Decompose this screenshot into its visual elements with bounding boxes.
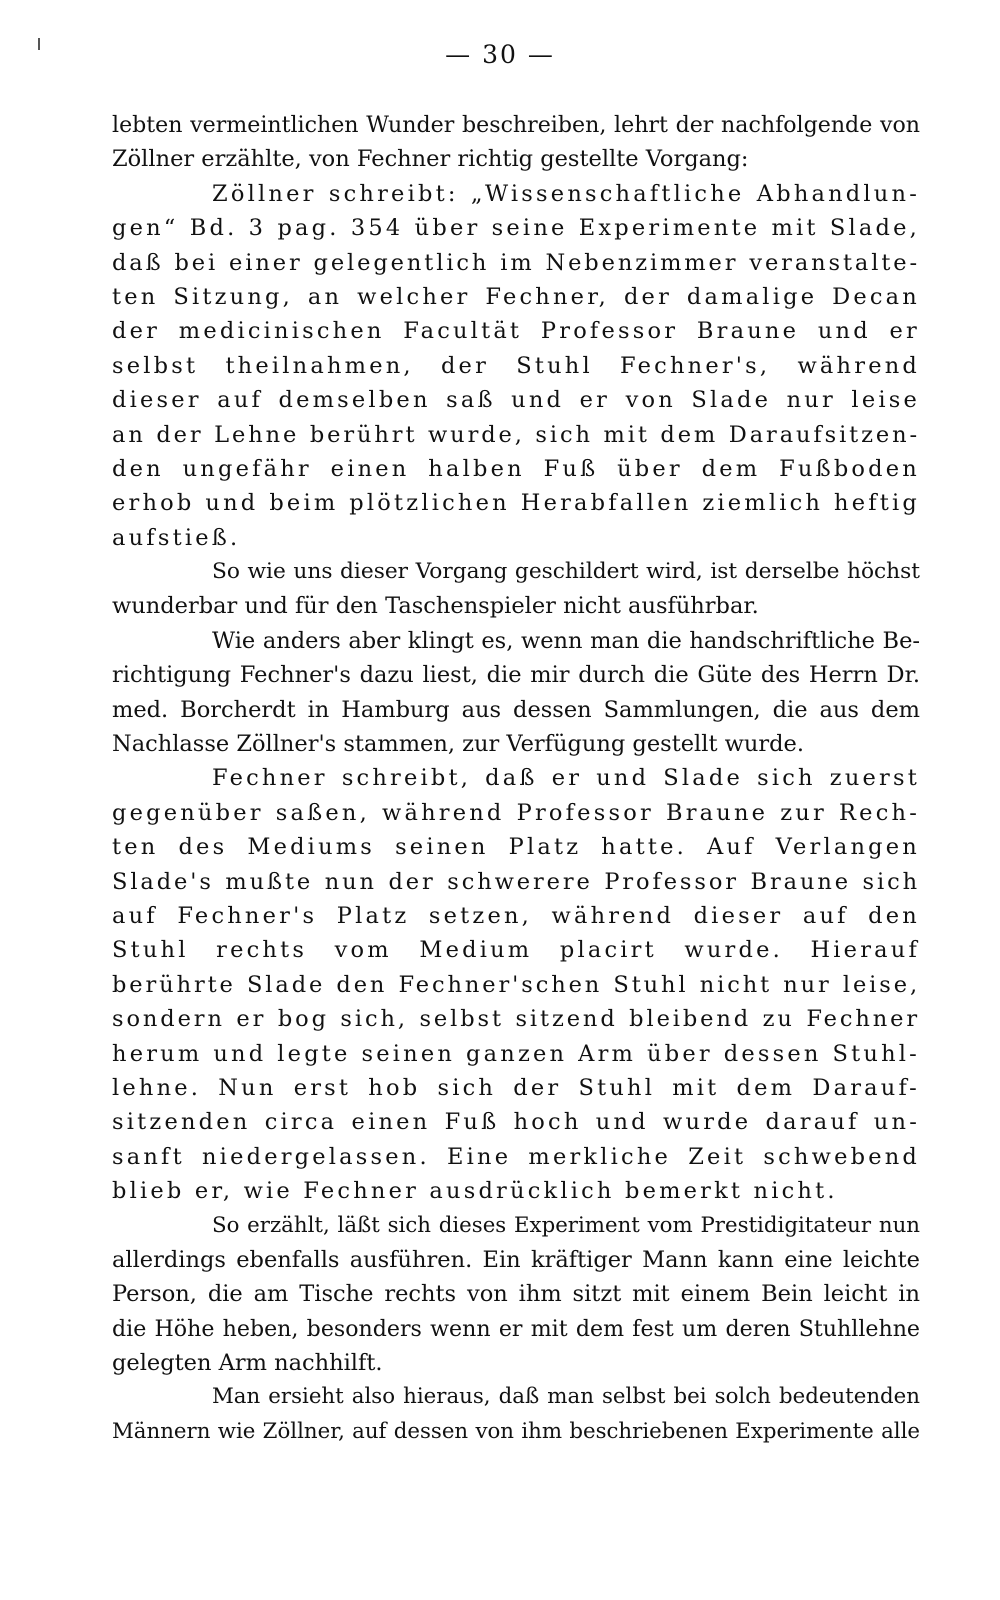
text-line: So erzählt, läßt sich dieses Experiment vom Prestidigitateur nun <box>212 1212 920 1238</box>
text-line: berührte Slade den Fechner'schen Stuhl nicht nur leise, <box>112 971 920 998</box>
text-line: erhob und beim plötzlichen Herabfallen ziemlich heftig <box>112 490 920 517</box>
text-line: die Höhe heben, besonders wenn er mit dem fest um deren Stuhllehne <box>112 1315 920 1342</box>
text-line: lebten vermeintlichen Wunder beschreiben, lehrt der nachfolgende von <box>112 112 920 138</box>
text-line: der medicinischen Facultät Professor Braune und er <box>112 318 920 345</box>
text-line: daß bei einer gelegentlich im Nebenzimmer veranstalte- <box>112 249 920 276</box>
text-line: allerdings ebenfalls ausführen. Ein kräftiger Mann kann eine leichte <box>112 1246 920 1273</box>
text-line: gen“ Bd. 3 pag. 354 über seine Experimente mit Slade, <box>112 215 920 242</box>
text-line: aufstieß. <box>112 524 241 551</box>
text-line: Stuhl rechts vom Medium placirt wurde. Hierauf <box>112 937 920 964</box>
text-line: sitzenden circa einen Fuß hoch und wurde darauf un- <box>112 1109 920 1136</box>
text-line: Person, die am Tische rechts von ihm sitzt mit einem Bein leicht in <box>112 1281 920 1308</box>
text-line: Man ersieht also hieraus, daß man selbst bei solch bedeutenden <box>212 1384 920 1410</box>
text-line: wunderbar und für den Taschenspieler nicht ausführbar. <box>112 593 759 620</box>
text-line: selbst theilnahmen, der Stuhl Fechner's, während <box>112 352 920 379</box>
text-line: dieser auf demselben saß und er von Slade nur leise <box>112 387 920 414</box>
text-line: an der Lehne berührt wurde, sich mit dem Daraufsitzen- <box>112 421 920 448</box>
text-line: sondern er bog sich, selbst sitzend bleibend zu Fechner <box>112 1006 920 1033</box>
text-line: blieb er, wie Fechner ausdrücklich bemerkt nicht. <box>112 1178 838 1205</box>
text-line: gegenüber saßen, während Professor Braune zur Rech- <box>112 799 920 826</box>
text-line: Nachlasse Zöllner's stammen, zur Verfügung gestellt wurde. <box>112 731 805 758</box>
text-line: lehne. Nun erst hob sich der Stuhl mit dem Darauf- <box>112 1074 920 1101</box>
text-line: Zöllner schreibt: „Wissenschaftliche Abhandlun- <box>212 180 920 207</box>
body-text <box>112 108 920 1449</box>
text-line: gelegten Arm nachhilft. <box>112 1350 383 1377</box>
text-line: ten Sitzung, an welcher Fechner, der damalige Decan <box>112 283 920 310</box>
text-line: Fechner schreibt, daß er und Slade sich zuerst <box>212 765 920 792</box>
text-line: den ungefähr einen halben Fuß über dem Fußboden <box>112 455 920 482</box>
text-line: auf Fechner's Platz setzen, während dieser auf den <box>112 902 920 929</box>
text-line: So wie uns dieser Vorgang geschildert wird, ist derselbe höchst <box>212 559 920 585</box>
text-line: Slade's mußte nun der schwerere Professor Braune sich <box>112 868 920 895</box>
text-line: med. Borcherdt in Hamburg aus dessen Sammlungen, die aus dem <box>112 696 920 723</box>
text-line: Zöllner erzählte, von Fechner richtig gestellte Vorgang: <box>112 146 749 173</box>
text-line: ten des Mediums seinen Platz hatte. Auf Verlangen <box>112 834 920 861</box>
text-line: Männern wie Zöllner, auf dessen von ihm beschriebenen Experimente alle <box>112 1418 920 1444</box>
text-line: sanft niedergelassen. Eine merkliche Zeit schwebend <box>112 1143 920 1170</box>
text-line: richtigung Fechner's dazu liest, die mir durch die Güte des Herrn Dr. <box>112 662 920 689</box>
page-number: — 30 — <box>445 40 555 69</box>
text-line: Wie anders aber klingt es, wenn man die handschriftliche Be- <box>212 627 920 654</box>
text-line: herum und legte seinen ganzen Arm über dessen Stuhl- <box>112 1040 920 1067</box>
